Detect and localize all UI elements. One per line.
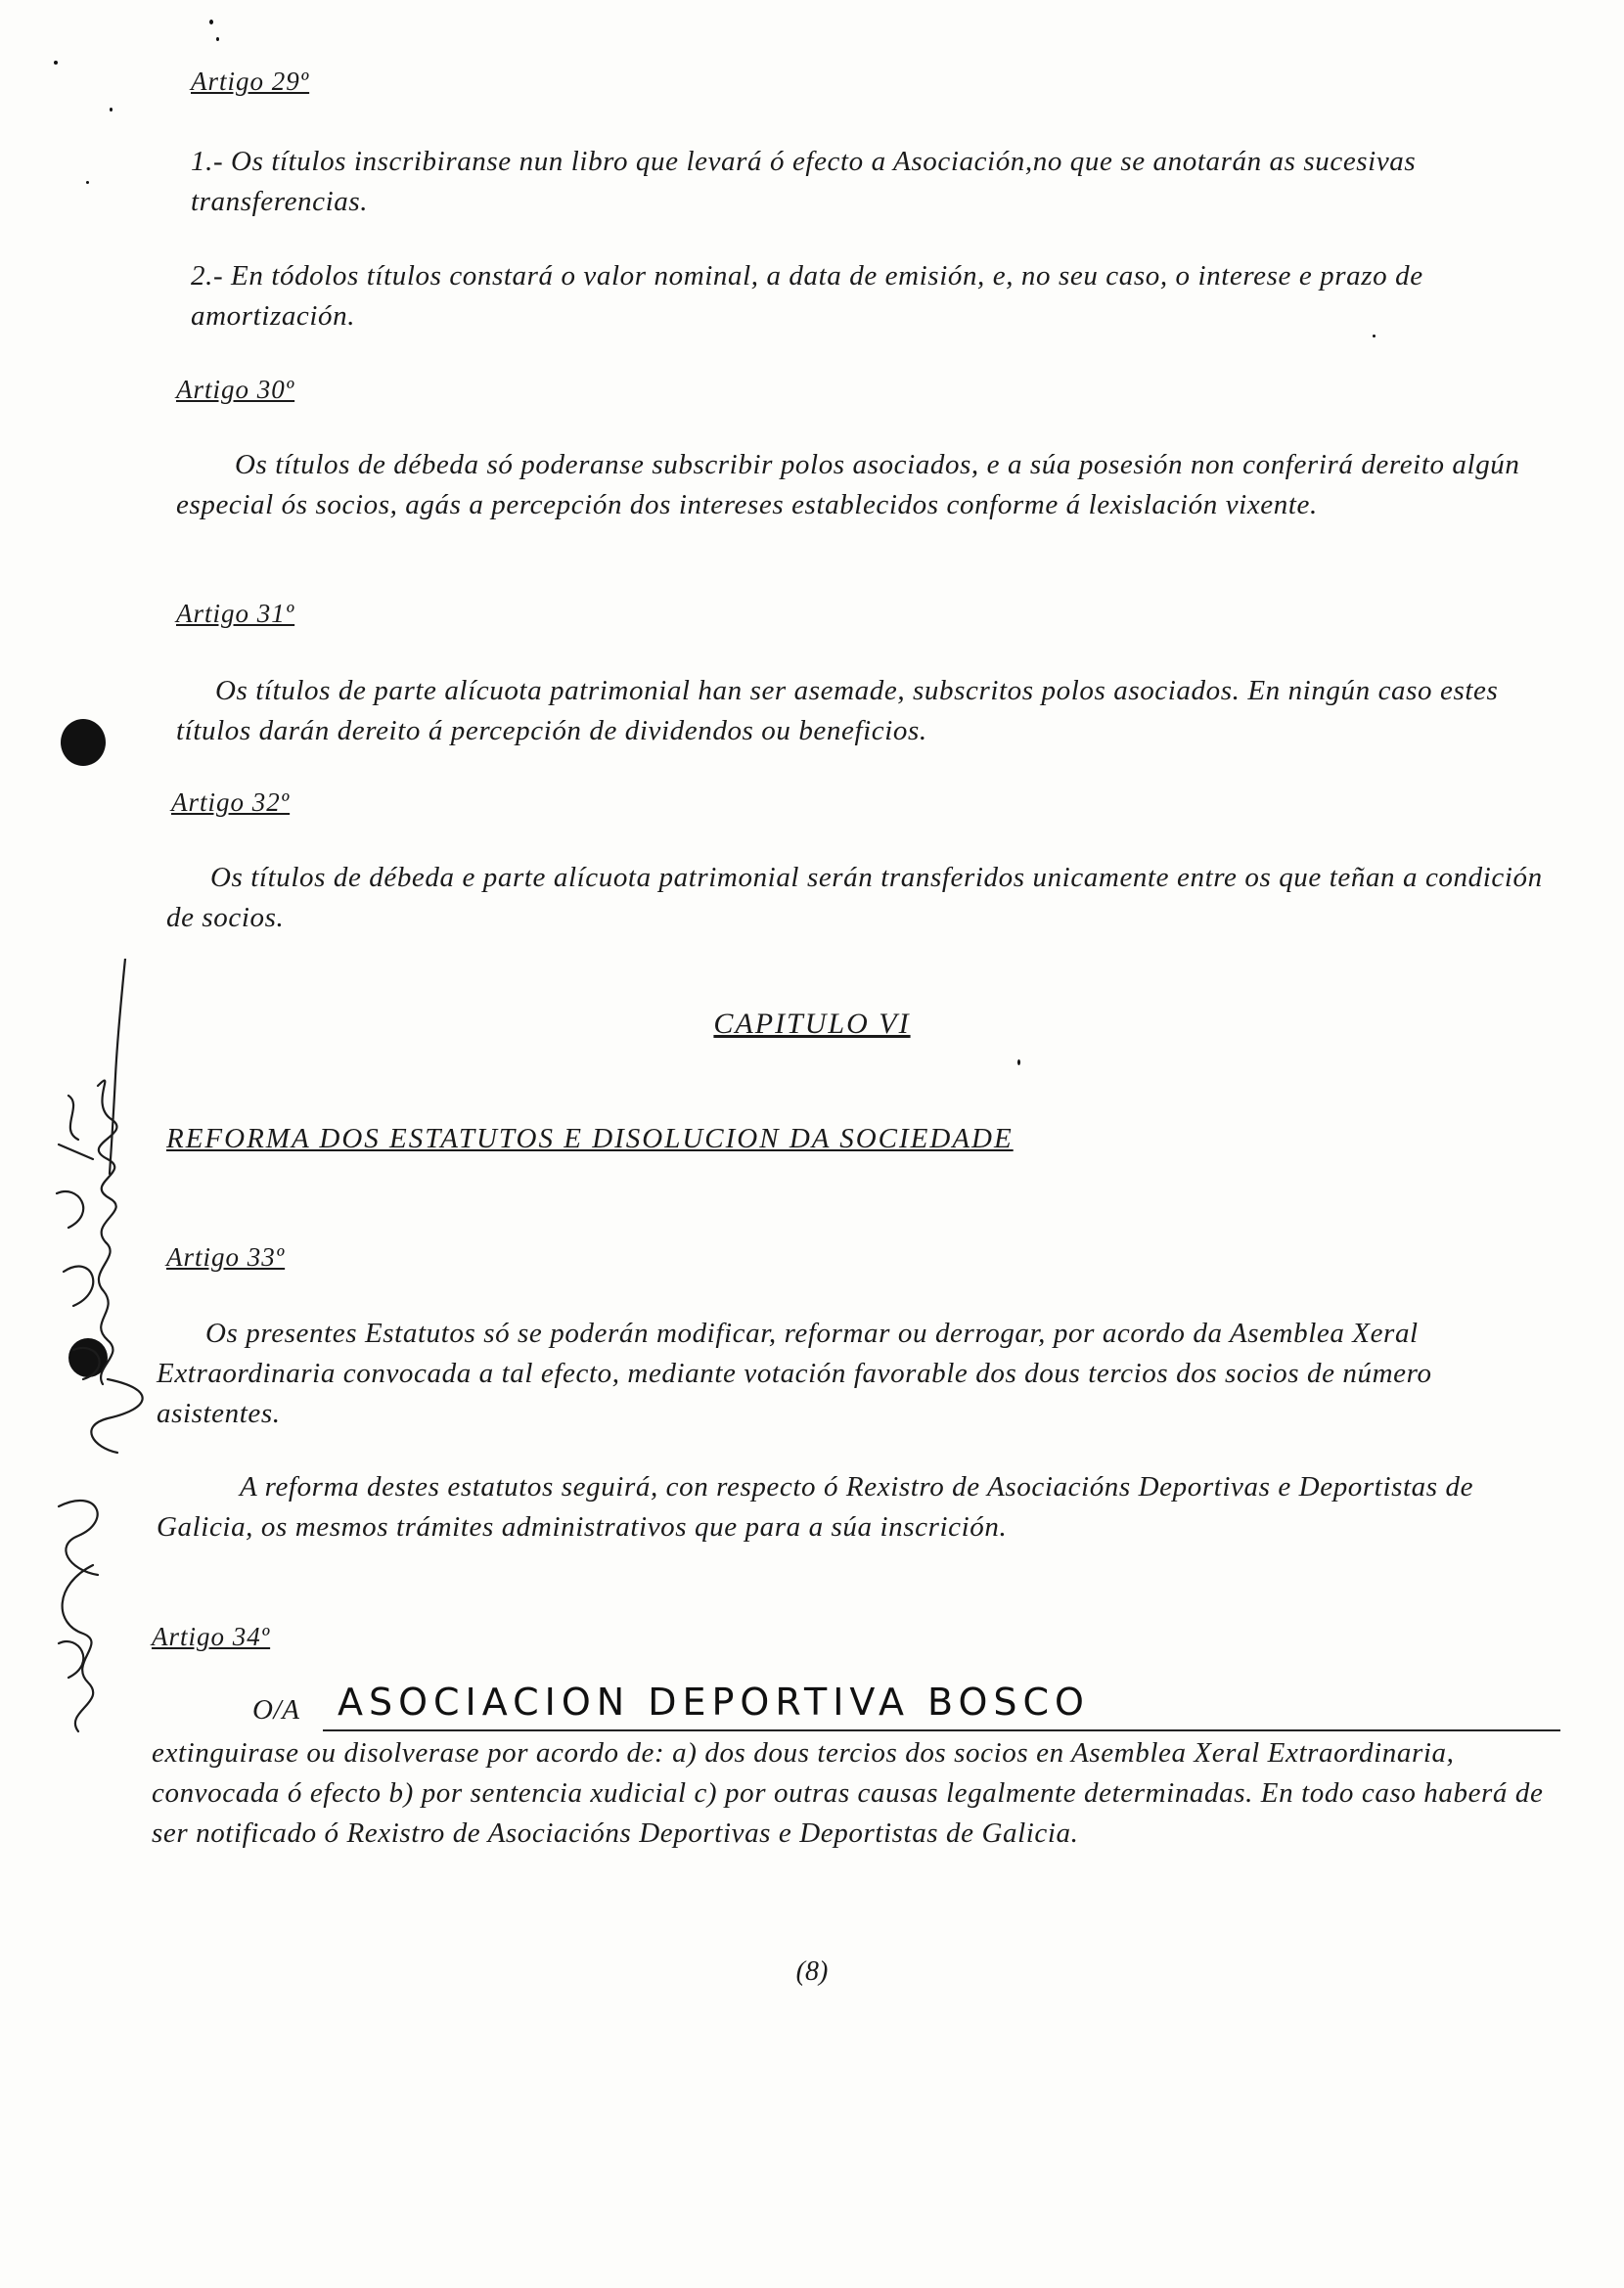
chapter-number: CAPITULO VI: [713, 1008, 911, 1040]
scan-speck: [1017, 1059, 1020, 1065]
artigo-33-heading: Artigo 33º: [166, 1242, 286, 1272]
artigo-33-paragraph-1: Os presentes Estatutos só se poderán modificar, reformar ou derrogar, por acordo da Asemblea Xeral Extraordinaria convocada a tal efecto, mediante votación favorable dos dous tercios dos socios de número asistentes.: [157, 1318, 1432, 1429]
artigo-29-paragraph-2: 2.- En tódolos títulos constará o valor nominal, a data de emisión, e, no seu caso, o interese e prazo de amortización.: [191, 260, 1423, 332]
scan-speck: [110, 108, 113, 112]
artigo-32-heading: Artigo 32º: [171, 787, 291, 817]
punch-hole-mark-upper: [61, 719, 106, 766]
scan-speck: [86, 181, 89, 184]
scan-speck: [209, 20, 213, 24]
artigo-31-heading: Artigo 31º: [176, 599, 295, 628]
artigo-30-paragraph: Os títulos de débeda só poderanse subscribir polos asociados, e a súa posesión non conferirá dereito algún especial ós socios, agás a percepción dos intereses establecidos conforme á lexislación vixente.: [176, 449, 1520, 520]
scan-speck: [216, 37, 219, 41]
artigo-31-paragraph: Os títulos de parte alícuota patrimonial han ser asemade, subscritos polos asociados. En ningún caso estes títulos darán dereito á percepción de dividendos ou beneficios.: [176, 675, 1499, 746]
margin-signature: [39, 959, 176, 1741]
artigo-34-prefix: O/A: [252, 1694, 300, 1726]
artigo-30-heading: Artigo 30º: [176, 375, 295, 404]
artigo-32-paragraph: Os títulos de débeda e parte alícuota patrimonial serán transferidos unicamente entre os que teñan a condición de socios.: [166, 862, 1543, 933]
artigo-29-heading: Artigo 29º: [191, 67, 310, 96]
artigo-34-paragraph: extinguirase ou disolverase por acordo de: a) dos dous tercios dos socios en Asemblea Xeral Extraordinaria, convocada ó efecto b) por sentencia xudicial c) por outras causas legalmente determinadas. En todo caso haberá de ser notificado ó Rexistro de Asociacións Deportivas e Deportistas de Galicia.: [152, 1737, 1544, 1849]
association-name-fill-line: [323, 1729, 1560, 1731]
scan-speck: [1373, 335, 1376, 337]
artigo-33-paragraph-2: A reforma destes estatutos seguirá, con respecto ó Rexistro de Asociacións Deportivas e Deportistas de Galicia, os mesmos trámites administrativos que para a súa inscrición.: [157, 1471, 1474, 1543]
association-name-handwritten: ASOCIACION DEPORTIVA BOSCO: [338, 1681, 1090, 1724]
artigo-34-heading: Artigo 34º: [152, 1622, 271, 1651]
artigo-29-paragraph-1: 1.- Os títulos inscribiranse nun libro que levará ó efecto a Asociación,no que se anotarán as sucesivas transferencias.: [191, 146, 1417, 217]
scan-speck: [54, 61, 58, 65]
chapter-title: REFORMA DOS ESTATUTOS E DISOLUCION DA SOCIEDADE: [166, 1123, 1014, 1154]
page-number: (8): [795, 1956, 829, 1987]
